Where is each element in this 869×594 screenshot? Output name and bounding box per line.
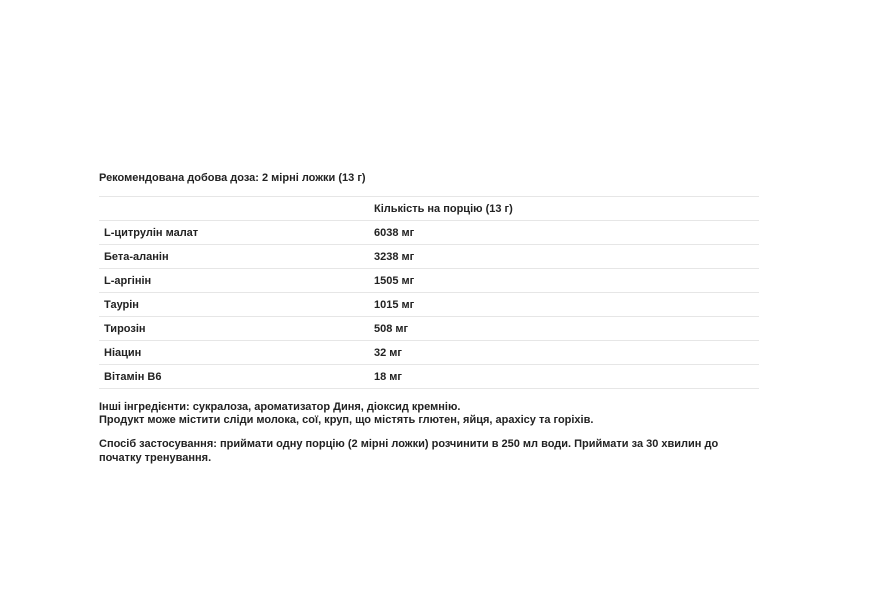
allergen-warning-text: Продукт може містити сліди молока, сої, круп, що містять глютен, яйця, арахісу та горіхів. [99,414,594,426]
table-row [99,293,759,317]
ingredient-notes [99,401,759,427]
table-header-row [99,197,759,221]
nutrition-table [99,196,759,389]
table-row [99,221,759,245]
ingredient-name: Ніацин [104,346,142,359]
ingredient-name: L-цитрулін малат [104,226,199,239]
ingredient-name: L-аргінін [104,274,152,287]
ingredient-amount: 1505 мг [374,274,415,287]
table-row [99,245,759,269]
ingredient-name: Таурін [104,298,139,311]
ingredient-amount: 1015 мг [374,298,415,311]
ingredient-amount: 508 мг [374,322,409,335]
ingredient-amount: 3238 мг [374,250,415,263]
usage-instructions: Спосіб застосування: приймати одну порцію (2 мірні ложки) розчинити в 250 мл води. Приймати за 30 хвилин до початку тренування. [99,438,719,464]
table-row [99,341,759,365]
header-amount-cell: Кількість на порцію (13 г) [374,202,513,215]
table-row [99,317,759,341]
ingredient-amount: 6038 мг [374,226,415,239]
ingredient-amount: 18 мг [374,370,403,383]
ingredient-amount: 32 мг [374,346,403,359]
ingredient-name: Бета-аланін [104,250,169,263]
recommended-dose: Рекомендована добова доза: 2 мірні ложки (13 г) [99,172,366,184]
table-row [99,365,759,389]
ingredient-name: Вітамін В6 [104,370,162,383]
other-ingredients-text: Інші інгредієнти: сукралоза, ароматизатор Диня, діоксид кремнію. [99,401,461,413]
ingredient-name: Тирозін [104,322,146,335]
table-row [99,269,759,293]
supplement-facts [99,171,759,465]
